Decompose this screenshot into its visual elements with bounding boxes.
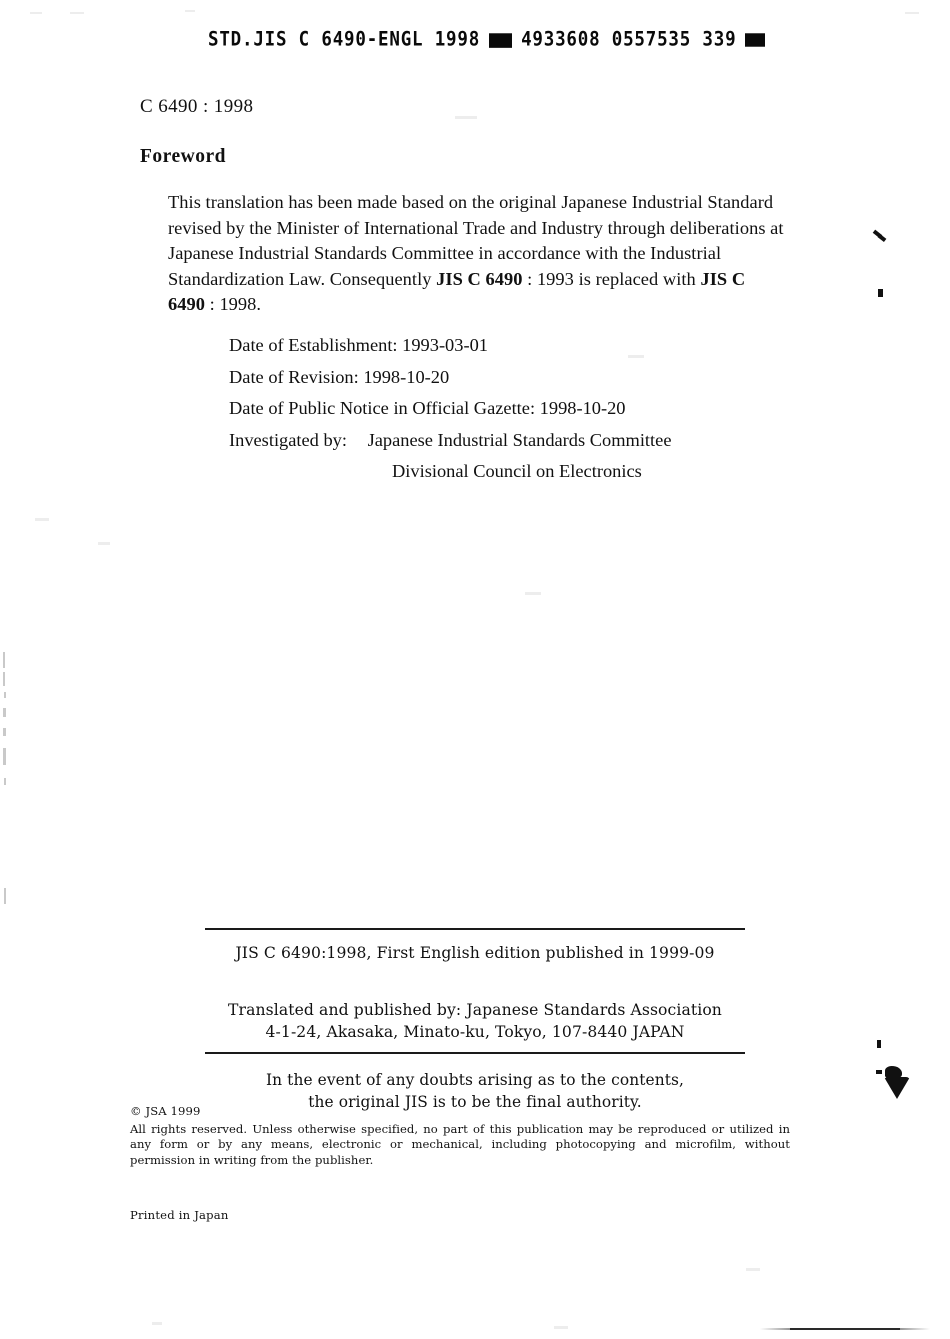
divider-bottom (205, 1052, 745, 1054)
foreword-heading: Foreword (140, 146, 226, 167)
date-row-revision (229, 362, 671, 394)
foreword-bold-jis-1: JIS C 6490 (436, 268, 523, 289)
copyright-notice: © JSA 1999 (130, 1104, 201, 1118)
printed-in-japan: Printed in Japan (130, 1208, 229, 1222)
date-gazette-label: Date of Public Notice in Official Gazette: (229, 398, 536, 418)
divider-top (205, 928, 745, 930)
scan-edge-mark (3, 748, 6, 765)
scan-artifact (877, 1040, 881, 1048)
scan-header-prefix: STD.JIS C 6490-ENGL 1998 (208, 28, 481, 52)
all-rights-reserved-text: All rights reserved. Unless otherwise specified, no part of this publication may be reproduced or utilized in any form or by any means, electronic or mechanical, including photocopying and microfilm, without permission in writing from the publisher. (130, 1121, 790, 1167)
scan-header-block-icon (745, 33, 765, 46)
scan-header-code-digits: 4933608 0557535 339 (521, 28, 737, 52)
foreword-bold-jis-2: JIS C 6490 (168, 268, 746, 314)
scan-speckle (70, 12, 84, 14)
publication-block (205, 944, 745, 1043)
scan-bottom-edge-dark (790, 1328, 900, 1330)
scan-edge-mark (4, 778, 6, 785)
scan-speckle (905, 12, 919, 14)
scan-header-code (208, 29, 765, 51)
disclaimer-line-2: the original JIS is to be the final authority. (308, 1093, 642, 1111)
investigated-by-row (229, 425, 671, 488)
scan-speckle (98, 542, 110, 545)
scan-artifact (876, 1070, 882, 1074)
scan-speckle (30, 12, 42, 14)
copyright-block (130, 1104, 790, 1168)
date-revision-label: Date of Revision: (229, 366, 359, 387)
scan-edge-mark (3, 652, 5, 668)
document-number: C 6490 : 1998 (140, 96, 254, 117)
scan-speckle (35, 518, 49, 521)
date-revision-value: 1998-10-20 (363, 366, 450, 387)
date-gazette-value: 1998-10-20 (539, 398, 626, 418)
foreword-paragraph (168, 190, 786, 318)
scan-speckle (152, 1322, 162, 1325)
scan-speckle (554, 1326, 568, 1329)
dates-block (229, 330, 671, 488)
publication-edition: JIS C 6490:1998, First English edition published in 1999-09 (235, 944, 715, 962)
disclaimer-line-1: In the event of any doubts arising as to the contents, (266, 1071, 684, 1089)
scan-speckle (525, 592, 541, 595)
scan-edge-mark (4, 888, 6, 904)
scan-artifact (878, 289, 883, 297)
scan-edge-mark (3, 672, 5, 686)
scan-artifact (878, 234, 887, 242)
scan-speckle (185, 10, 195, 12)
scan-header-block-icon (489, 33, 512, 48)
scan-edge-mark (4, 692, 6, 698)
publisher-name: Translated and published by: Japanese Standards Association (228, 1001, 722, 1019)
foreword-text-middle-2: : 1998. (204, 294, 262, 314)
publisher-info (205, 999, 745, 1043)
date-row-establishment (229, 330, 671, 362)
foreword-text-middle-1: : 1993 is replaced with (522, 268, 701, 289)
investigated-by-value-line-2: Divisional Council on Electronics (392, 461, 642, 481)
publisher-address: 4-1-24, Akasaka, Minato-ku, Tokyo, 107-8440 JAPAN (265, 1023, 685, 1041)
date-row-gazette (229, 393, 671, 425)
foreword-text-part-1: This translation has been made based on the original Japanese Industrial Standard revised by the Minister of International Trade and Industry through deliberations at Japanese Industrial Standards Committee in accordance with the Industrial Standardization Law. Consequently (168, 192, 784, 289)
date-establishment-label: Date of Establishment: (229, 335, 398, 355)
scan-edge-mark (3, 728, 6, 736)
scan-edge-mark (3, 708, 6, 717)
scan-artifact (884, 1077, 910, 1099)
investigated-by-value-line-1: Japanese Industrial Standards Committee (367, 429, 672, 450)
scan-speckle (746, 1268, 760, 1271)
investigated-by-label: Investigated by: (229, 429, 347, 450)
scan-speckle (455, 116, 477, 119)
date-establishment-value: 1993-03-01 (402, 335, 488, 355)
